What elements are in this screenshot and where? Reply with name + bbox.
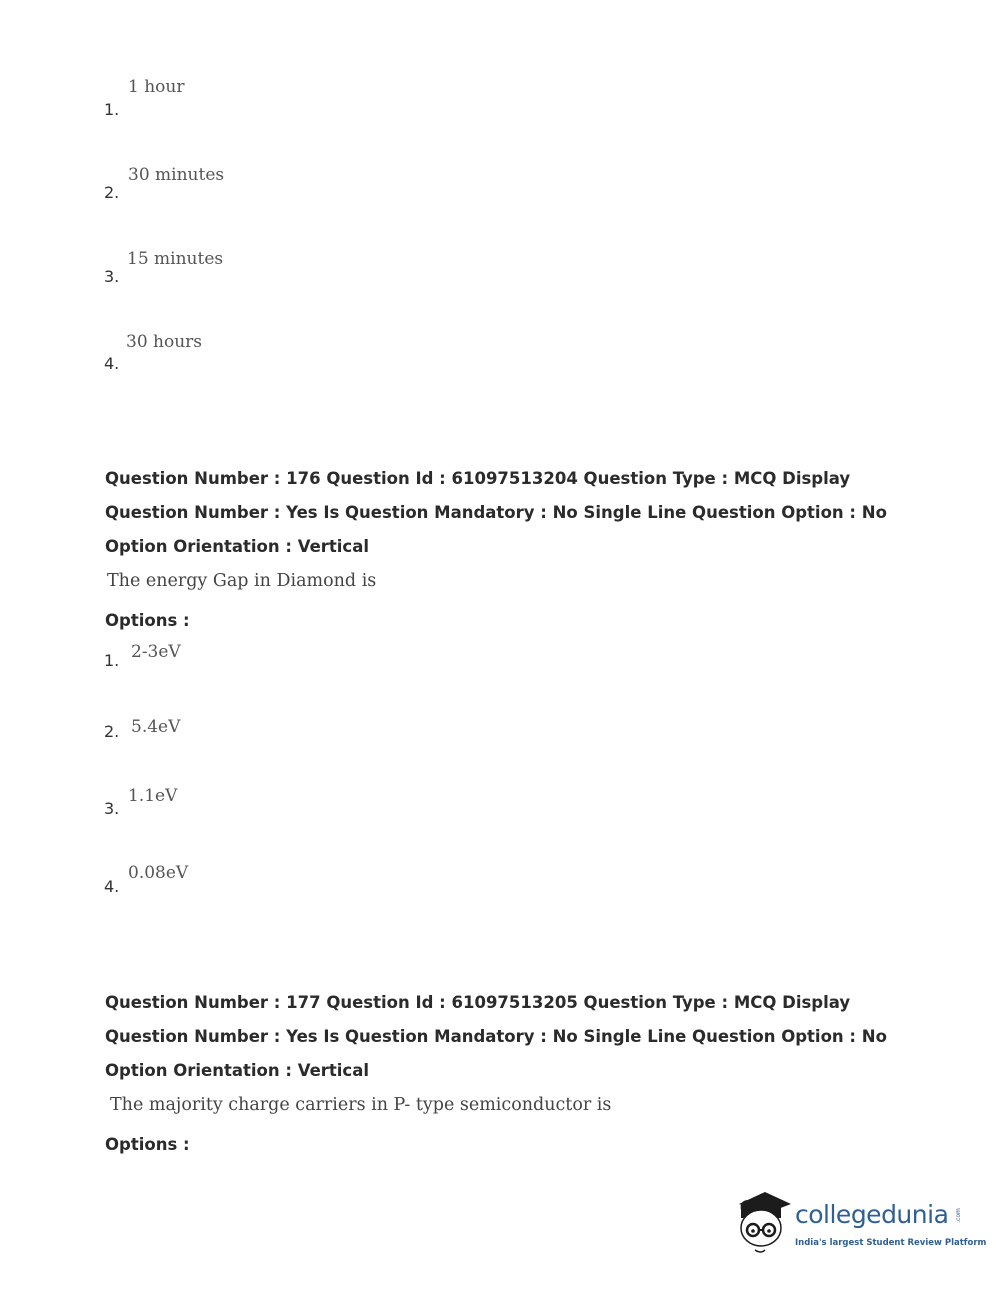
prev-option-4-number: 4. bbox=[104, 354, 120, 373]
logo-suffix: .com bbox=[954, 1208, 962, 1223]
prev-option-3-text: 15 minutes bbox=[127, 249, 224, 269]
prev-option-2-number: 2. bbox=[104, 183, 120, 202]
logo-tagline: India's largest Student Review Platform bbox=[795, 1238, 987, 1248]
collegedunia-logo bbox=[735, 1188, 987, 1258]
question-176-text: The energy Gap in Diamond is bbox=[107, 571, 377, 591]
q176-option-2-number: 2. bbox=[104, 722, 120, 741]
mascot-icon bbox=[735, 1188, 793, 1258]
q176-option-3-number: 3. bbox=[104, 799, 120, 818]
prev-option-1-text: 1 hour bbox=[128, 77, 185, 97]
q176-option-4-text: 0.08eV bbox=[128, 863, 189, 883]
q176-option-4-number: 4. bbox=[104, 877, 120, 896]
question-177-meta: Question Number : 177 Question Id : 61097513205 Question Type : MCQ Display Question Number : Yes Is Question Mandatory : No Single Line Question Option : No Option Orientation : Vertical bbox=[105, 993, 887, 1080]
q176-option-1-text: 2-3eV bbox=[131, 642, 181, 662]
prev-option-3-number: 3. bbox=[104, 267, 120, 286]
question-177-options-label: Options : bbox=[105, 1135, 190, 1154]
q176-option-2-text: 5.4eV bbox=[131, 717, 181, 737]
prev-option-1-number: 1. bbox=[104, 100, 120, 119]
logo-wordmark: collegedunia bbox=[795, 1200, 949, 1229]
question-177-text: The majority charge carriers in P- type semiconductor is bbox=[110, 1095, 612, 1115]
q176-option-3-text: 1.1eV bbox=[128, 786, 178, 806]
question-176-meta: Question Number : 176 Question Id : 61097513204 Question Type : MCQ Display Question Number : Yes Is Question Mandatory : No Single Line Question Option : No Option Orientation : Vertical bbox=[105, 469, 887, 556]
prev-option-2-text: 30 minutes bbox=[128, 165, 225, 185]
question-176-options-label: Options : bbox=[105, 611, 190, 630]
q176-option-1-number: 1. bbox=[104, 651, 120, 670]
prev-option-4-text: 30 hours bbox=[126, 332, 203, 352]
